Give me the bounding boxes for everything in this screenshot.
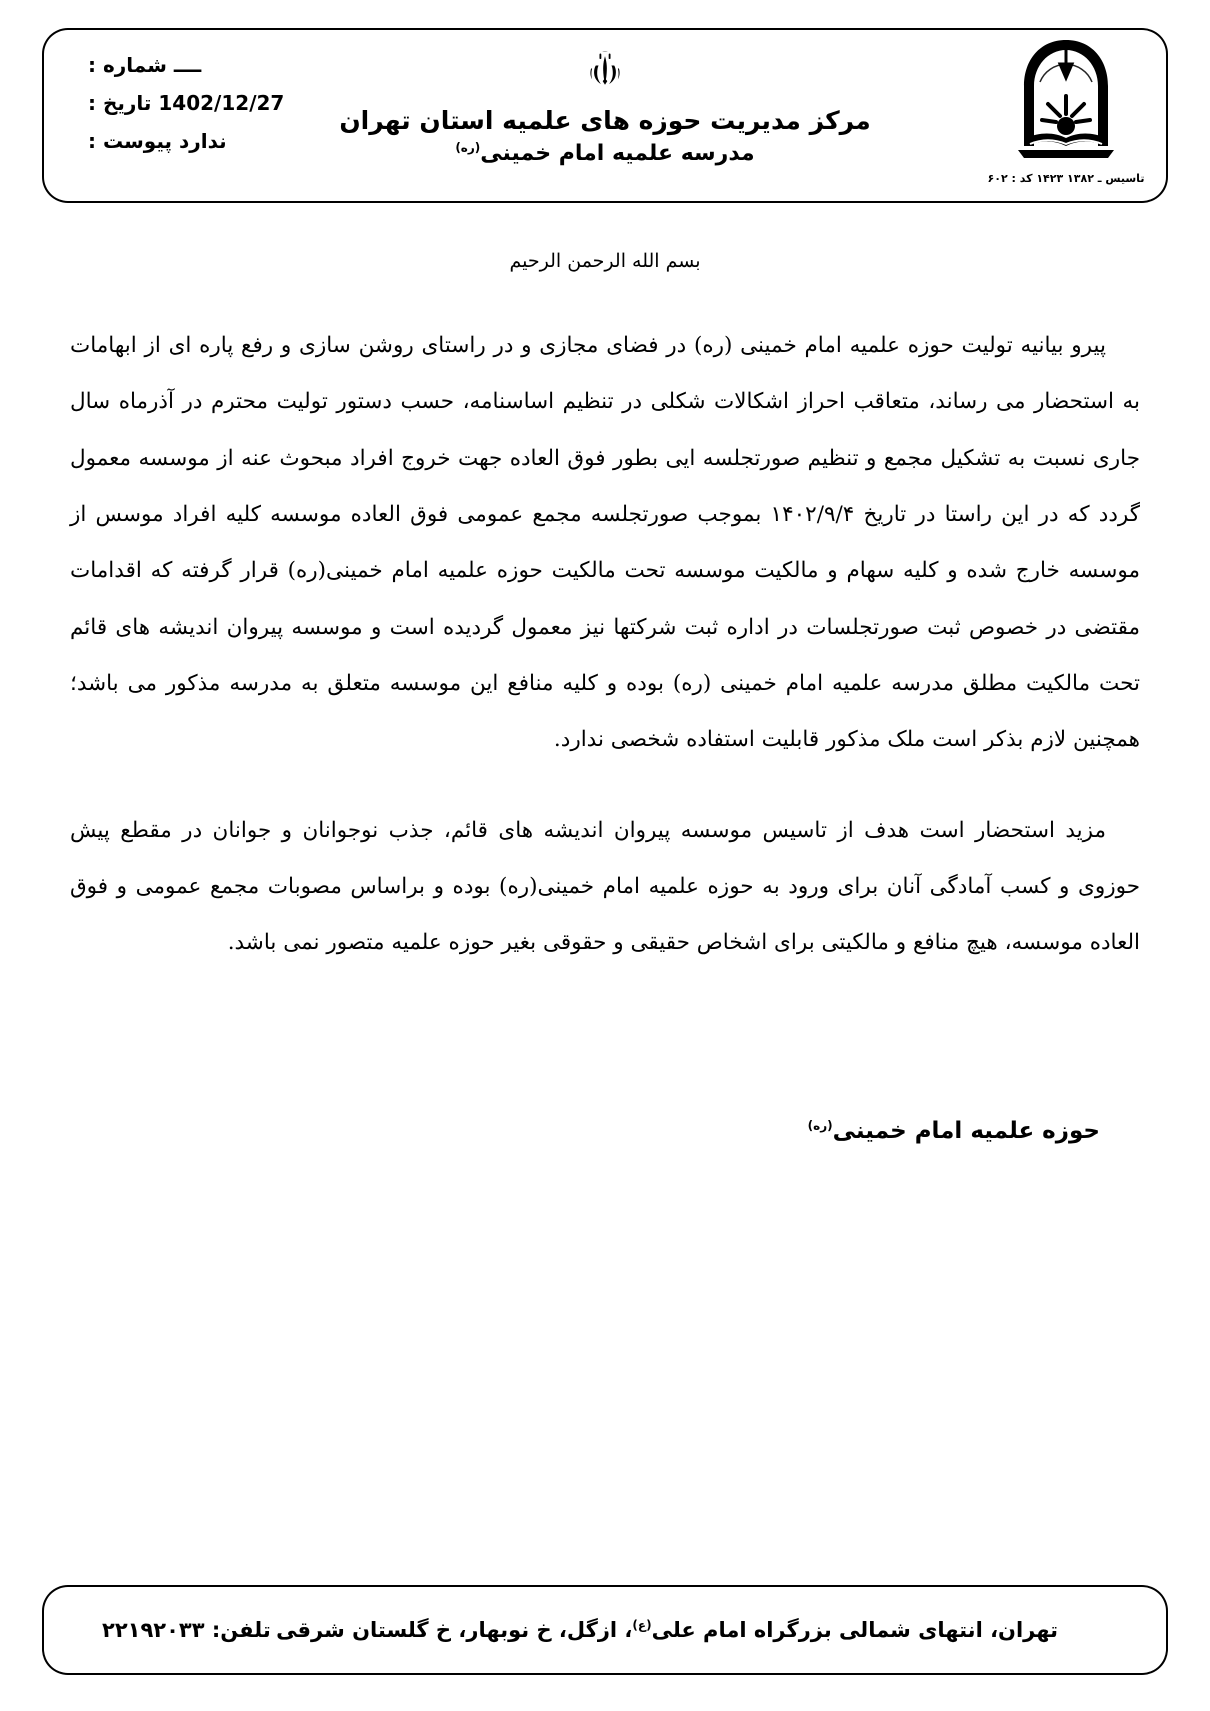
basmala-line: بسم الله الرحمن الرحیم [509, 250, 701, 272]
iran-emblem-icon [582, 48, 628, 94]
letter-body [70, 250, 1140, 1006]
footer-frame-right-bracket [1122, 1585, 1168, 1675]
footer-frame-left-bracket [42, 1585, 88, 1675]
signature-honorific: (ره) [807, 1118, 833, 1133]
meta-date-value: 1402/12/27 [158, 91, 285, 115]
signature-main: حوزه علمیه امام خمینی [832, 1118, 1100, 1144]
footer-address-honorific: (ع) [632, 1618, 652, 1632]
meta-attachment-label: پیوست : [88, 129, 173, 153]
meta-number-label: شماره : [88, 53, 167, 77]
letterhead-footer [42, 1585, 1168, 1675]
footer-content [92, 1585, 1118, 1675]
footer-address-part1: تهران، انتهای شمالی بزرگراه امام علی [651, 1618, 1058, 1642]
organization-title-line1: مرکز مدیریت حوزه های علمیه استان تهران [339, 106, 871, 135]
meta-date-label: تاریخ : [88, 91, 152, 115]
seal-caption: تاسیس ـ ۱۳۸۲ ۱۴۲۳ کد : ۶۰۲ [987, 172, 1145, 185]
footer-phone-value: ۲۲۱۹۲۰۳۳ [102, 1618, 205, 1642]
footer-address-part2: ، ازگل، خ نوبهار، خ گلستان شرقی [276, 1618, 633, 1642]
footer-phone [102, 1618, 271, 1642]
header-rule-bottom [86, 201, 1124, 203]
meta-number-value: ــــ [173, 53, 202, 77]
signature-block [808, 1118, 1100, 1144]
school-seal-icon [1010, 34, 1122, 166]
letterhead-header [42, 28, 1168, 203]
body-paragraph-2: مزید استحضار است هدف از تاسیس موسسه پیروان اندیشه های قائم، جذب نوجوانان و جوانان در مقطع پیش حوزوی و کسب آمادگی آنان برای ورود به حوزه علمیه امام خمینی(ره) بوده و براساس مصوبات مجمع عمومی و فوق العاده موسسه، هیچ منافع و مالکیتی برای اشخاص حقیقی و حقوقی بغیر حوزه علمیه متصور نمی باشد. [70, 817, 1140, 956]
header-rule-top [86, 28, 1124, 30]
organization-title-line2-honorific: (ره) [455, 140, 481, 155]
footer-address [276, 1618, 1058, 1642]
meta-attachment-value: ندارد [178, 129, 227, 153]
body-paragraph-1: پیرو بیانیه تولیت حوزه علمیه امام خمینی (ره) در فضای مجازی و در راستای روشن سازی و رفع پاره ای از ابهامات به استحضار می رساند، متعاقب احراز اشکالات شکلی در تنظیم اساسنامه، حسب دستور تولیت محترم در آذرماه سال جاری نسبت به تشکیل مجمع و تنظیم صورتجلسه ایی بطور فوق العاده جهت خروج افراد مبحوث عنه از موسسه معمول گردد که در این راستا در تاریخ ۱۴۰۲/۹/۴ بموجب صورتجلسه مجمع عمومی فوق العاده موسسه کلیه افراد موسس از موسسه خارج شده و کلیه سهام و مالکیت موسسه تحت مالکیت حوزه علمیه امام خمینی(ره) قرار گرفته که اقدامات مقتضی در خصوص ثبت صورتجلسات در اداره ثبت شرکتها نیز معمول گردیده است و موسسه پیروان اندیشه های قائم تحت مالکیت مطلق مدرسه علمیه امام خمینی (ره) بوده و کلیه منافع این موسسه متعلق به مدرسه مذکور می باشد؛ همچنین لازم بذکر است ملک مذکور قابلیت استفاده شخصی ندارد. [70, 333, 1140, 753]
school-seal-block [986, 34, 1146, 185]
footer-phone-label: تلفن: [211, 1618, 271, 1642]
organization-title-line2-main: مدرسه علمیه امام خمینی [480, 140, 755, 166]
